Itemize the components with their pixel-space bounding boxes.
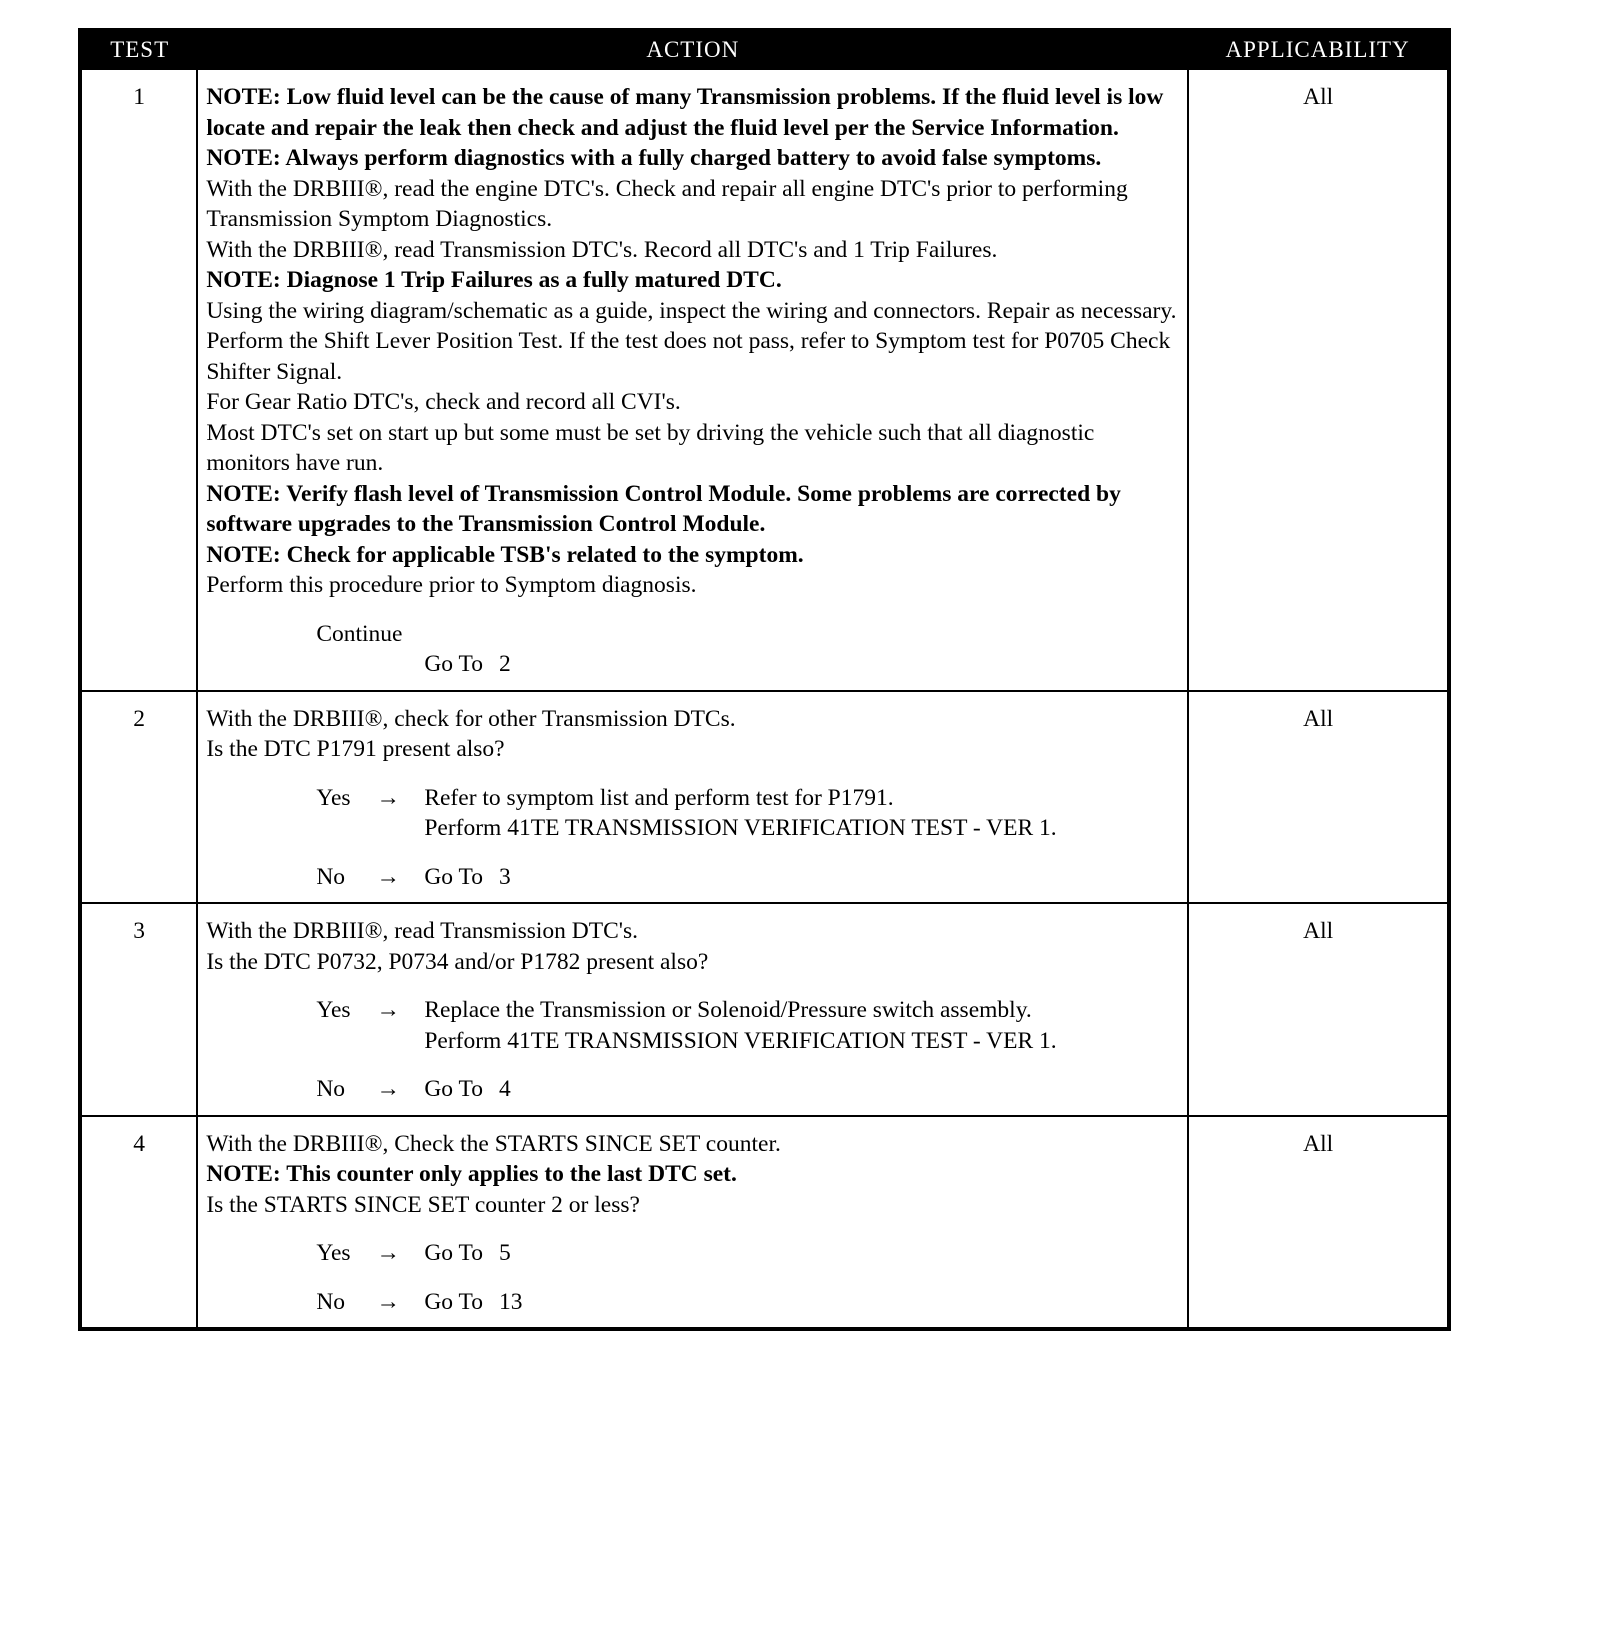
action-line: With the DRBIII®, read Transmission DTC's. Record all DTC's and 1 Trip Failures. [206,236,998,263]
goto-number: 2 [498,651,511,677]
response-block [206,783,1179,893]
yes-result [424,995,1179,1056]
response-block [206,1238,1179,1317]
no-response [206,1074,1179,1105]
goto-link[interactable] [424,1074,1179,1105]
action-line: NOTE: Diagnose 1 Trip Failures as a fully matured DTC. [206,267,782,293]
header-test: TEST [80,30,197,69]
goto-number: 5 [498,1240,511,1266]
action-line: For Gear Ratio DTC's, check and record all CVI's. [206,389,681,415]
header-applicability: APPLICABILITY [1188,30,1449,69]
table-row [80,1116,1449,1330]
yes-response [206,783,1179,844]
action-line: With the DRBIII®, Check the STARTS SINCE SET counter. [206,1130,781,1157]
yes-label: Yes [316,1240,351,1266]
yes-result [424,783,1179,844]
action-line: With the DRBIII®, check for other Transmission DTCs. [206,705,736,732]
table-header-row [80,30,1449,69]
goto-label: Go To [424,1076,483,1102]
goto-number: 4 [498,1076,511,1102]
result-line: Replace the Transmission or Solenoid/Pressure switch assembly. [424,997,1032,1023]
no-response [206,1287,1179,1318]
goto-label: Go To [424,863,483,890]
yes-label: Yes [316,997,351,1023]
no-label: No [316,863,346,890]
goto-number: 3 [498,863,511,890]
result-line: Perform 41TE TRANSMISSION VERIFICATION TEST - VER 1. [424,815,1057,841]
goto-link[interactable] [424,862,1179,893]
yes-response [206,1238,1179,1269]
diagnostic-table [78,28,1451,1331]
test-number: 2 [80,691,197,904]
arrow-right-icon: → [376,863,400,890]
yes-response [206,995,1179,1056]
arrow-right-icon: → [376,784,400,811]
goto-number: 13 [498,1288,523,1315]
result-line: Refer to symptom list and perform test for P1791. [424,784,894,811]
applicability-cell: All [1188,1116,1449,1330]
action-line: With the DRBIII®, read the engine DTC's. Check and repair all engine DTC's prior to performing Transmission Symptom Diagnostics. [206,175,1128,232]
applicability-cell: All [1188,691,1449,904]
goto-label: Go To [424,651,483,677]
arrow-right-icon: → [376,997,400,1023]
test-number: 3 [80,903,197,1116]
result-line: Perform 41TE TRANSMISSION VERIFICATION TEST - VER 1. [424,1027,1057,1054]
action-cell [197,1116,1188,1330]
goto-link[interactable] [424,1287,1179,1318]
applicability-cell: All [1188,903,1449,1116]
action-line: With the DRBIII®, read Transmission DTC's. [206,918,639,944]
arrow-right-icon: → [376,1288,400,1315]
arrow-right-icon: → [376,1076,400,1102]
continue-label: Continue [316,620,403,647]
action-cell [197,691,1188,904]
diagnostic-page [78,28,1451,1331]
table-row [80,903,1449,1116]
action-cell [197,903,1188,1116]
arrow-right-icon: → [376,1240,400,1266]
action-line: Using the wiring diagram/schematic as a guide, inspect the wiring and connectors. Repair as necessary. [206,297,1177,324]
test-number: 4 [80,1116,197,1330]
action-line: Is the DTC P0732, P0734 and/or P1782 present also? [206,948,709,975]
action-line: Is the DTC P1791 present also? [206,736,505,762]
action-line: NOTE: Low fluid level can be the cause of many Transmission problems. If the fluid level is low locate and repair the leak then check and adjust the fluid level per the Service Information. [206,84,1164,141]
test-number: 1 [80,69,197,691]
yes-label: Yes [316,784,351,811]
continue-block [206,619,1179,680]
action-line: NOTE: This counter only applies to the last DTC set. [206,1161,737,1187]
action-line: Is the STARTS SINCE SET counter 2 or less? [206,1191,640,1218]
goto-label: Go To [424,1288,483,1315]
action-line: Perform the Shift Lever Position Test. If the test does not pass, refer to Symptom test for P0705 Check Shifter Signal. [206,328,1171,385]
table-row [80,691,1449,904]
goto-link[interactable] [424,1238,1179,1269]
response-block [206,995,1179,1105]
header-action: ACTION [197,30,1188,69]
no-label: No [316,1076,346,1102]
goto-label: Go To [424,1240,483,1266]
applicability-cell: All [1188,69,1449,691]
action-line: NOTE: Always perform diagnostics with a fully charged battery to avoid false symptoms. [206,145,1102,171]
action-line: Perform this procedure prior to Symptom diagnosis. [206,572,697,598]
no-label: No [316,1288,346,1315]
action-line: NOTE: Verify flash level of Transmission Control Module. Some problems are corrected by software upgrades to the Transmission Control Module. [206,480,1121,537]
action-cell [197,69,1188,691]
goto-link[interactable] [206,649,1179,680]
action-line: NOTE: Check for applicable TSB's related to the symptom. [206,541,804,568]
table-row [80,69,1449,691]
no-response [206,862,1179,893]
action-line: Most DTC's set on start up but some must be set by driving the vehicle such that all diagnostic monitors have run. [206,419,1095,476]
